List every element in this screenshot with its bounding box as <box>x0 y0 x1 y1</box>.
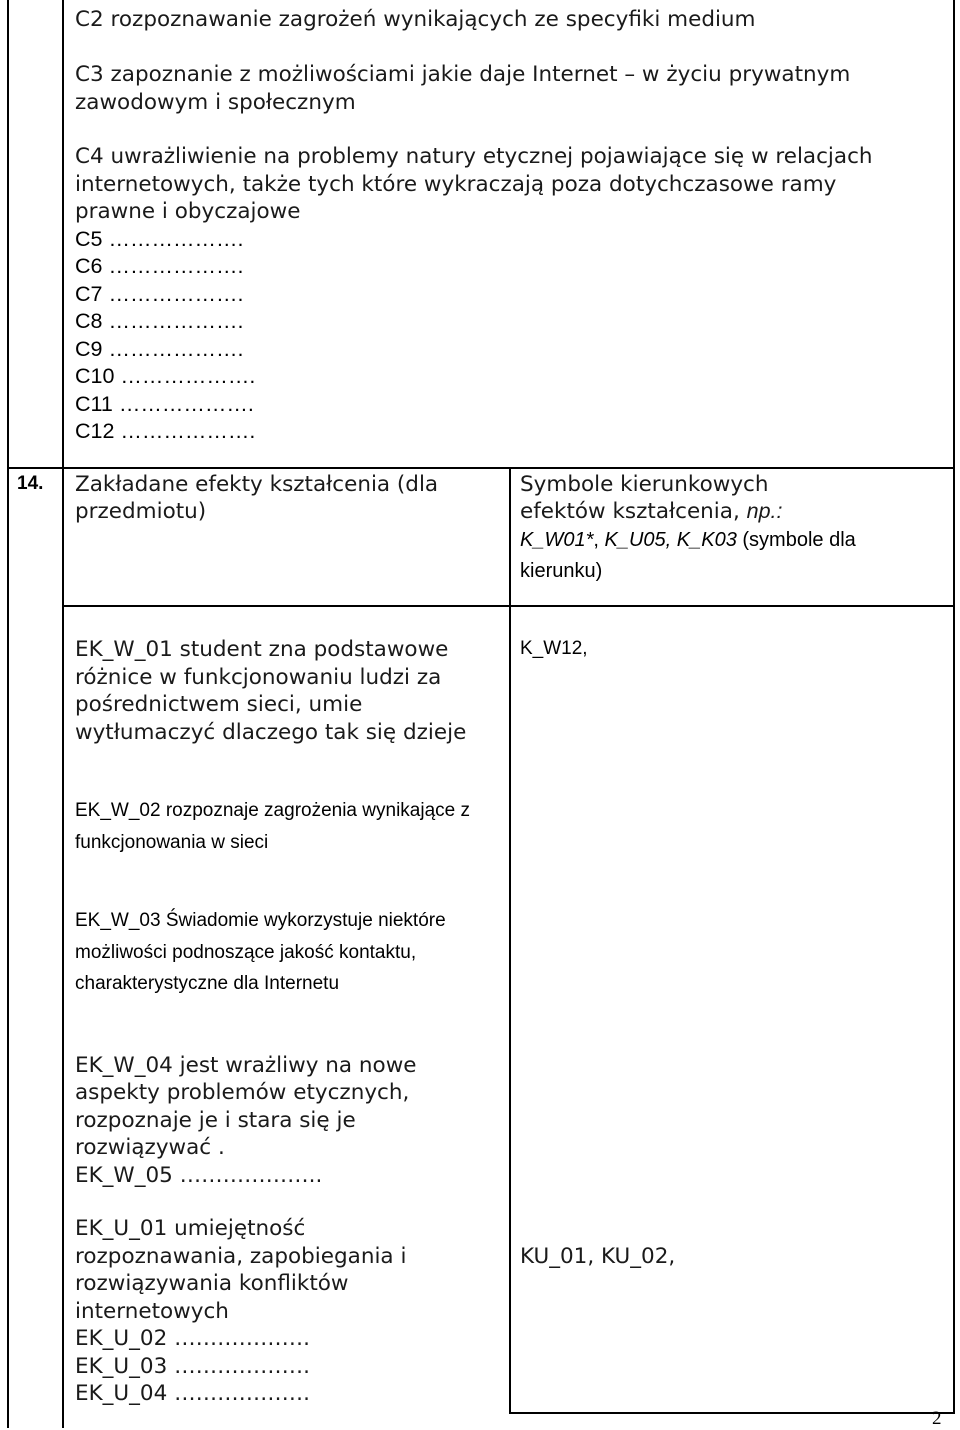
effect-w01-symbol: K_W12, <box>520 638 588 659</box>
symbols-header-line1: Symbole kierunkowych <box>520 472 769 497</box>
effect-u03-placeholder: EK_U_03 ………………. <box>75 1354 310 1379</box>
page-number: 2 <box>932 1408 942 1429</box>
goal-placeholder-c6: C6 ………………. <box>75 254 244 278</box>
goal-placeholder-c9: C9 ………………. <box>75 337 244 361</box>
goal-c4-line3: prawne i obyczajowe <box>75 199 301 224</box>
goal-c3-line2: zawodowym i społecznym <box>75 90 356 115</box>
effect-w04-line4: rozwiązywać . <box>75 1135 225 1160</box>
effect-w02-line2: funkcjonowania w sieci <box>75 832 269 853</box>
goal-placeholder-c5: C5 ………………. <box>75 227 244 251</box>
effect-w01-line3: pośrednictwem sieci, umie <box>75 692 363 717</box>
section-number: 14. <box>17 473 44 494</box>
table-bottom-border <box>509 1412 955 1414</box>
goal-placeholder-c10: C10 ………………. <box>75 364 256 388</box>
effect-u02-placeholder: EK_U_02 ………………. <box>75 1326 310 1351</box>
effect-w04-line1: EK_W_04 jest wrażliwy na nowe <box>75 1053 417 1078</box>
effect-w02-line1: EK_W_02 rozpoznaje zagrożenia wynikające z <box>75 800 470 821</box>
effect-w03-line3: charakterystyczne dla Internetu <box>75 973 340 994</box>
table-symbol-column-divider <box>509 468 511 1414</box>
table-header-divider <box>62 605 955 607</box>
table-number-column-divider <box>62 0 64 1428</box>
goal-placeholder-c11: C11 ………………. <box>75 392 254 416</box>
effect-w04-line2: aspekty problemów etycznych, <box>75 1080 410 1105</box>
goal-c4-line2: internetowych, także tych które wykraczają poza dotychczasowe ramy <box>75 172 837 197</box>
effect-u01-line1: EK_U_01 umiejętność <box>75 1216 306 1241</box>
effect-u01-line4: internetowych <box>75 1299 229 1324</box>
effect-u01-symbol: KU_01, KU_02, <box>520 1244 676 1269</box>
effect-w01-line4: wytłumaczyć dlaczego tak się dzieje <box>75 720 467 745</box>
effect-w03-line2: możliwości podnoszące jakość kontaktu, <box>75 942 417 963</box>
goal-placeholder-c8: C8 ………………. <box>75 309 244 333</box>
effect-w03-line1: EK_W_03 Świadomie wykorzystuje niektóre <box>75 910 446 931</box>
table-right-border <box>953 0 955 1414</box>
goal-c3-line1: C3 zapoznanie z możliwościami jakie daje Internet – w życiu prywatnym <box>75 62 851 87</box>
section-title-line1: Zakładane efekty kształcenia (dla <box>75 472 439 497</box>
effect-u01-line3: rozwiązywania konfliktów <box>75 1271 349 1296</box>
symbols-header-line4: kierunku) <box>520 560 603 582</box>
effect-w01-line2: różnice w funkcjonowaniu ludzi za <box>75 665 442 690</box>
table-row-divider <box>7 467 955 469</box>
symbols-header-line3: K_W01*, K_U05, K_K03 (symbole dla <box>520 529 856 551</box>
effect-w01-line1: EK_W_01 student zna podstawowe <box>75 637 449 662</box>
effect-u01-line2: rozpoznawania, zapobiegania i <box>75 1244 407 1269</box>
goal-c4-line1: C4 uwrażliwienie na problemy natury etycznej pojawiające się w relacjach <box>75 144 873 169</box>
section-title-line2: przedmiotu) <box>75 499 207 524</box>
table-left-border <box>7 0 9 1428</box>
effect-w04-line3: rozpoznaje je i stara się je <box>75 1108 356 1133</box>
goal-placeholder-c12: C12 ………………. <box>75 419 256 443</box>
goal-placeholder-c7: C7 ………………. <box>75 282 244 306</box>
goal-c2: C2 rozpoznawanie zagrożeń wynikających ze specyfiki medium <box>75 7 756 32</box>
symbols-header-line2: efektów kształcenia, np.: <box>520 499 783 524</box>
effect-u04-placeholder: EK_U_04 ………………. <box>75 1381 310 1406</box>
effect-w05-placeholder: EK_W_05 ……………….. <box>75 1163 323 1188</box>
